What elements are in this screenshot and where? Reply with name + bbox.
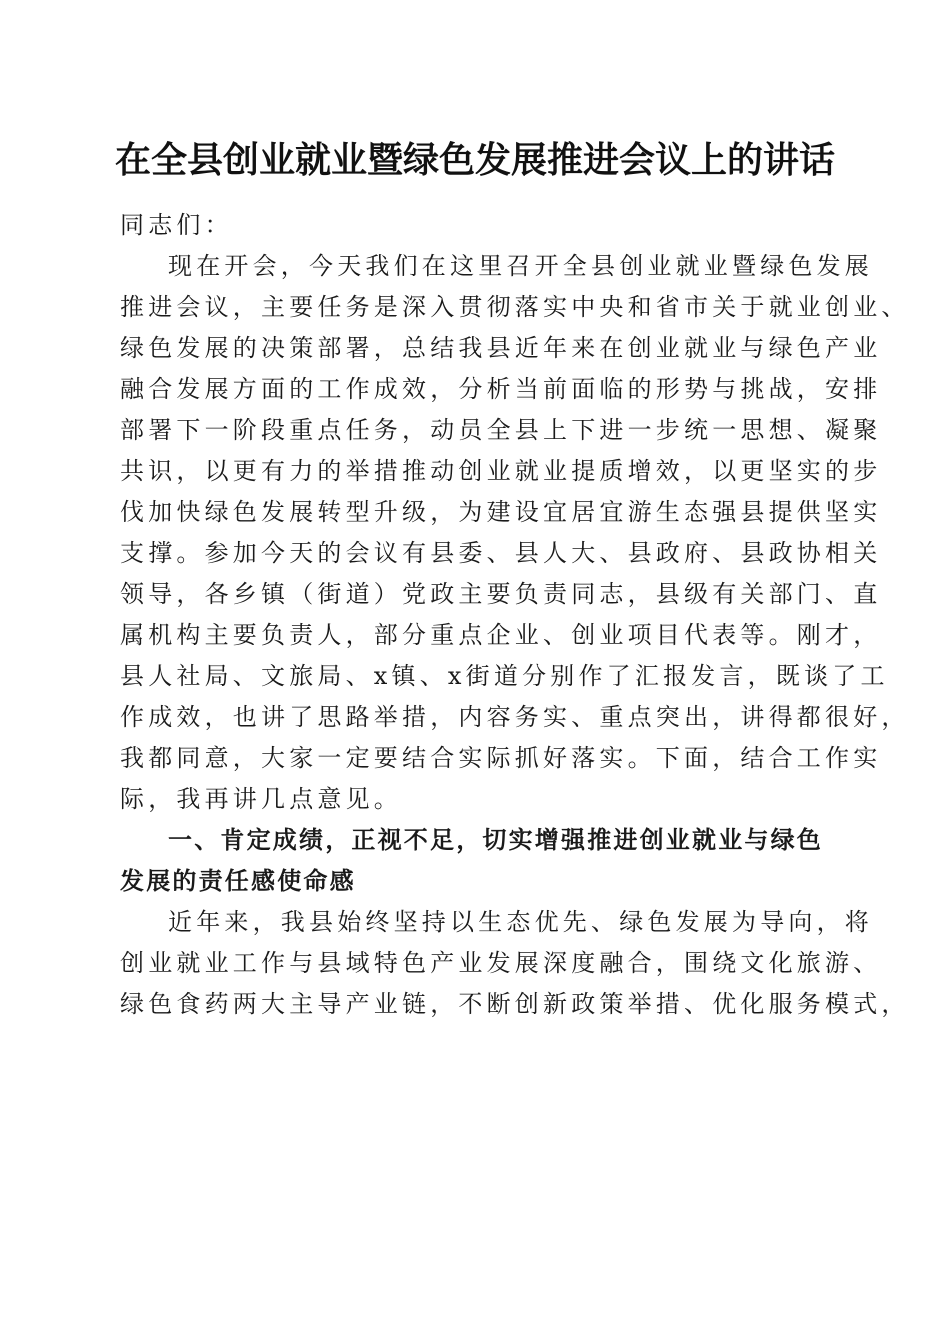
paragraph-1: [120, 246, 910, 820]
paragraph-line: 伐加快绿色发展转型升级，为建设宜居宜游生态强县提供坚实: [120, 498, 882, 526]
paragraph-2: [120, 902, 910, 1025]
paragraph-line: 近年来，我县始终坚持以生态优先、绿色发展为导向，将: [168, 908, 873, 936]
section-heading-1: [120, 820, 840, 902]
paragraph-line: 领导，各乡镇（街道）党政主要负责同志，县级有关部门、直: [120, 580, 882, 608]
paragraph-line: 绿色食药两大主导产业链，不断创新政策举措、优化服务模式，: [120, 990, 910, 1018]
paragraph-line: 推进会议，主要任务是深入贯彻落实中央和省市关于就业创业、: [120, 293, 910, 321]
salutation: 同志们：: [120, 211, 233, 239]
paragraph-line: 现在开会，今天我们在这里召开全县创业就业暨绿色发展: [168, 252, 873, 280]
paragraph-line: 绿色发展的决策部署，总结我县近年来在创业就业与绿色产业: [120, 334, 882, 362]
paragraph-line: 融合发展方面的工作成效，分析当前面临的形势与挑战，安排: [120, 375, 882, 403]
paragraph-line: 作成效，也讲了思路举措，内容务实、重点突出，讲得都很好，: [120, 703, 910, 731]
heading-line: 一、肯定成绩，正视不足，切实增强推进创业就业与绿色: [168, 826, 823, 854]
document-title: 在全县创业就业暨绿色发展推进会议上的讲话: [114, 139, 835, 181]
heading-line: 发展的责任感使命感: [120, 867, 356, 895]
paragraph-line: 属机构主要负责人，部分重点企业、创业项目代表等。刚才，: [120, 621, 882, 649]
paragraph-line: 我都同意，大家一定要结合实际抓好落实。下面，结合工作实: [120, 744, 882, 772]
paragraph-line: 县人社局、文旅局、x镇、x街道分别作了汇报发言，既谈了工: [120, 662, 889, 690]
paragraph-line: 支撑。参加今天的会议有县委、县人大、县政府、县政协相关: [120, 539, 882, 567]
paragraph-line: 共识，以更有力的举措推动创业就业提质增效，以更坚实的步: [120, 457, 882, 485]
paragraph-line: 际，我再讲几点意见。: [120, 785, 402, 813]
document-body: [120, 205, 910, 1025]
paragraph-line: 部署下一阶段重点任务，动员全县上下进一步统一思想、凝聚: [120, 416, 882, 444]
paragraph-line: 创业就业工作与县域特色产业发展深度融合，围绕文化旅游、: [120, 949, 882, 977]
